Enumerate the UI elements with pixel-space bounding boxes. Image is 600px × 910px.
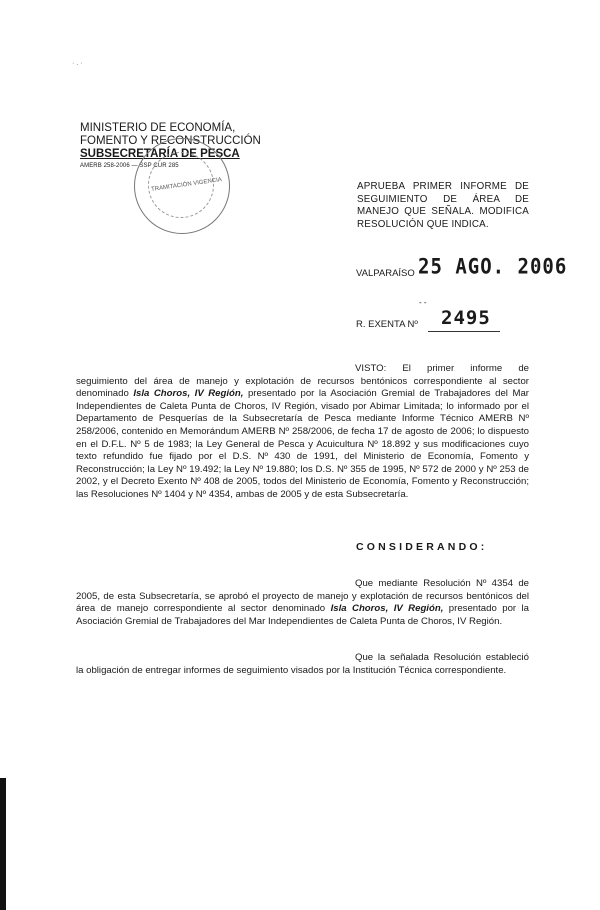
ministry-line-1: MINISTERIO DE ECONOMÍA, xyxy=(80,122,236,134)
ministry-line-2: FOMENTO Y RECONSTRUCCIÓN xyxy=(80,135,261,147)
scan-margin-bar xyxy=(0,778,6,910)
date-stamp: 25 AGO. 2006 xyxy=(418,254,568,280)
visto-lead: VISTO: xyxy=(355,363,387,374)
considerando-paragraph-2 xyxy=(76,652,529,677)
considerando-1-text-a: Que mediante Resolución Nº 4354 de 2005, de esta Subsecretaría, se aprobó el proyecto de manejo y explotación de recursos bentónicos del área de manejo correspondiente al sector denominado xyxy=(76,578,529,615)
visto-emphasis: Isla Choros, IV Región, xyxy=(133,388,244,400)
exenta-label: R. EXENTA Nº xyxy=(356,319,418,330)
considerando-1-text-b: presentado por la Asociación Gremial de Trabajadores del Mar Independientes de Caleta Punta de Choros, IV Región. xyxy=(76,603,530,627)
considerando-1-emphasis: Isla Choros, IV Región, xyxy=(330,603,444,615)
exenta-number: 2495 xyxy=(441,307,491,329)
scan-specks: · . · xyxy=(72,60,83,67)
resolution-title: APRUEBA PRIMER INFORME DE SEGUIMIENTO DE ÁREA DE MANEJO QUE SEÑALA. MODIFICA RESOLUCIÓN QUE INDICA. xyxy=(357,181,529,230)
visto-text-2: presentado por la Asociación Gremial de Trabajadores del Mar Independientes de Caleta Punta de Choros, IV Región, visado por Abimar Limitada; lo informado por el Departamento de Pesquerías de la Subsecretaría de Pesca mediante Informe Técnico AMERB Nº 258/2006, contenido en Memorándum AMERB Nº 258/2006, de fecha 17 de agosto de 2006; lo dispuesto en el D.F.L. Nº 5 de 1983; la Ley General de Pesca y Acuicultura Nº 18.892 y sus modificaciones cuyo texto refundido fue fijado por el D.S. Nº 430 de 1991, del Ministerio de Economía, Fomento y Reconstrucción; la Ley Nº 19.492; la Ley Nº 19.880; los D.S. Nº 355 de 1995, Nº 572 de 2000 y Nº 253 de 2002, y el Decreto Exento Nº 408 de 2005, todos del Ministerio de Economía, Fomento y Reconstrucción; las Resoluciones Nº 1404 y Nº 4354, ambas de 2005 y de esta Subsecretaría. xyxy=(76,388,529,500)
subsecretaria-line: SUBSECRETARÍA DE PESCA xyxy=(80,148,240,160)
visto-text-1: El primer informe de seguimiento del área de manejo y explotación de recursos bentónicos correspondiente al sector denominado xyxy=(76,363,529,400)
considerando-heading: CONSIDERANDO: xyxy=(356,541,488,553)
place-label: VALPARAÍSO xyxy=(356,268,415,279)
visto-paragraph xyxy=(76,363,529,502)
exenta-underline xyxy=(428,331,500,332)
considerando-paragraph-1 xyxy=(76,578,529,628)
exenta-dots: - - xyxy=(419,298,427,307)
considerando-2-text: Que la señalada Resolución estableció la obligación de entregar informes de seguimiento visados por la Institución Técnica correspondiente. xyxy=(76,652,529,676)
seal-text: TRAMITACIÓN VIGENCIA xyxy=(150,177,223,193)
reference-code: AMERB 258-2006 — SSP CUR 285 xyxy=(80,163,179,169)
